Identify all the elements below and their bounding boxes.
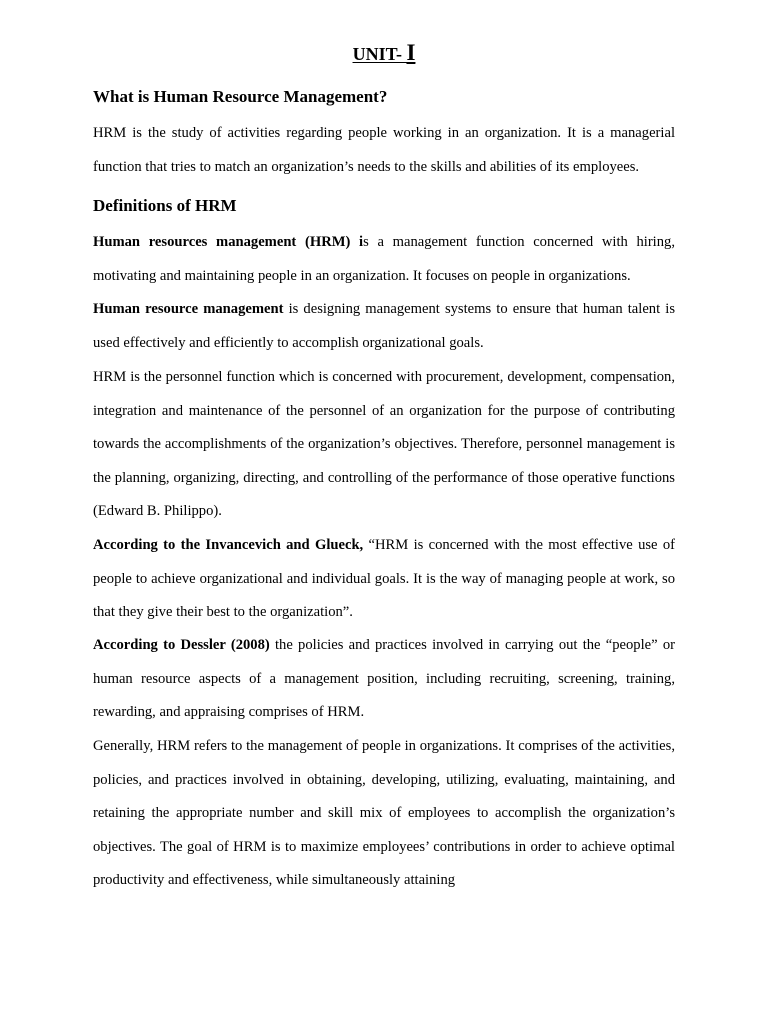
definition-paragraph-2 <box>93 293 675 360</box>
definition-text: “HRM is concerned with the most effective use of people to achieve organizational and individual goals. It is the way of managing people at work, so that they give their best to the organization”. <box>93 537 675 621</box>
definition-label: According to the Invancevich and Glueck, <box>93 537 364 553</box>
definition-paragraph-5 <box>93 629 675 730</box>
definition-paragraph-3 <box>93 361 675 529</box>
unit-title <box>93 40 675 67</box>
definition-text: the policies and practices involved in carrying out the “people” or human resource aspects of a management position, including recruiting, screening, training, rewarding, and appraising comprises of HRM. <box>93 637 676 721</box>
definition-label: Human resources management (HRM) i <box>93 234 364 250</box>
intro-paragraph: HRM is the study of activities regarding people working in an organization. It is a managerial function that tries to match an organization’s needs to the skills and abilities of its employees. <box>93 125 675 175</box>
definition-text: HRM is the personnel function which is concerned with procurement, development, compensation, integration and maintenance of the personnel of an organization for the purpose of contributing towards the accomplishments of the organization’s objectives. Therefore, personnel management is the planning, organizing, directing, and controlling of the performance of those operative functions (Edward B. Philippo). <box>93 369 675 520</box>
heading-what-is-hrm: What is Human Resource Management? <box>93 87 388 106</box>
definition-paragraph-4 <box>93 529 675 630</box>
definition-label: According to Dessler (2008) <box>93 637 270 653</box>
definition-paragraph-1 <box>93 226 675 293</box>
definition-paragraph-6 <box>93 730 675 898</box>
definition-label: Human resource management <box>93 301 284 317</box>
unit-number: I <box>406 40 416 65</box>
definition-text: s a management function concerned with hiring, motivating and maintaining people in an organization. It focuses on people in organizations. <box>93 234 675 284</box>
definition-text: Generally, HRM refers to the management of people in organizations. It comprises of the activities, policies, and practices involved in obtaining, developing, utilizing, evaluating, maintaining, and retaining the appropriate number and skill mix of employees to accomplish the organization’s objectives. The goal of HRM is to maximize employees’ contributions in order to achieve optimal productivity and effectiveness, while simultaneously attaining <box>93 738 675 889</box>
unit-prefix: UNIT- <box>352 44 407 64</box>
heading-definitions: Definitions of HRM <box>93 196 237 215</box>
definition-text: is designing management systems to ensure that human talent is used effectively and efficiently to accomplish organizational goals. <box>93 301 676 351</box>
